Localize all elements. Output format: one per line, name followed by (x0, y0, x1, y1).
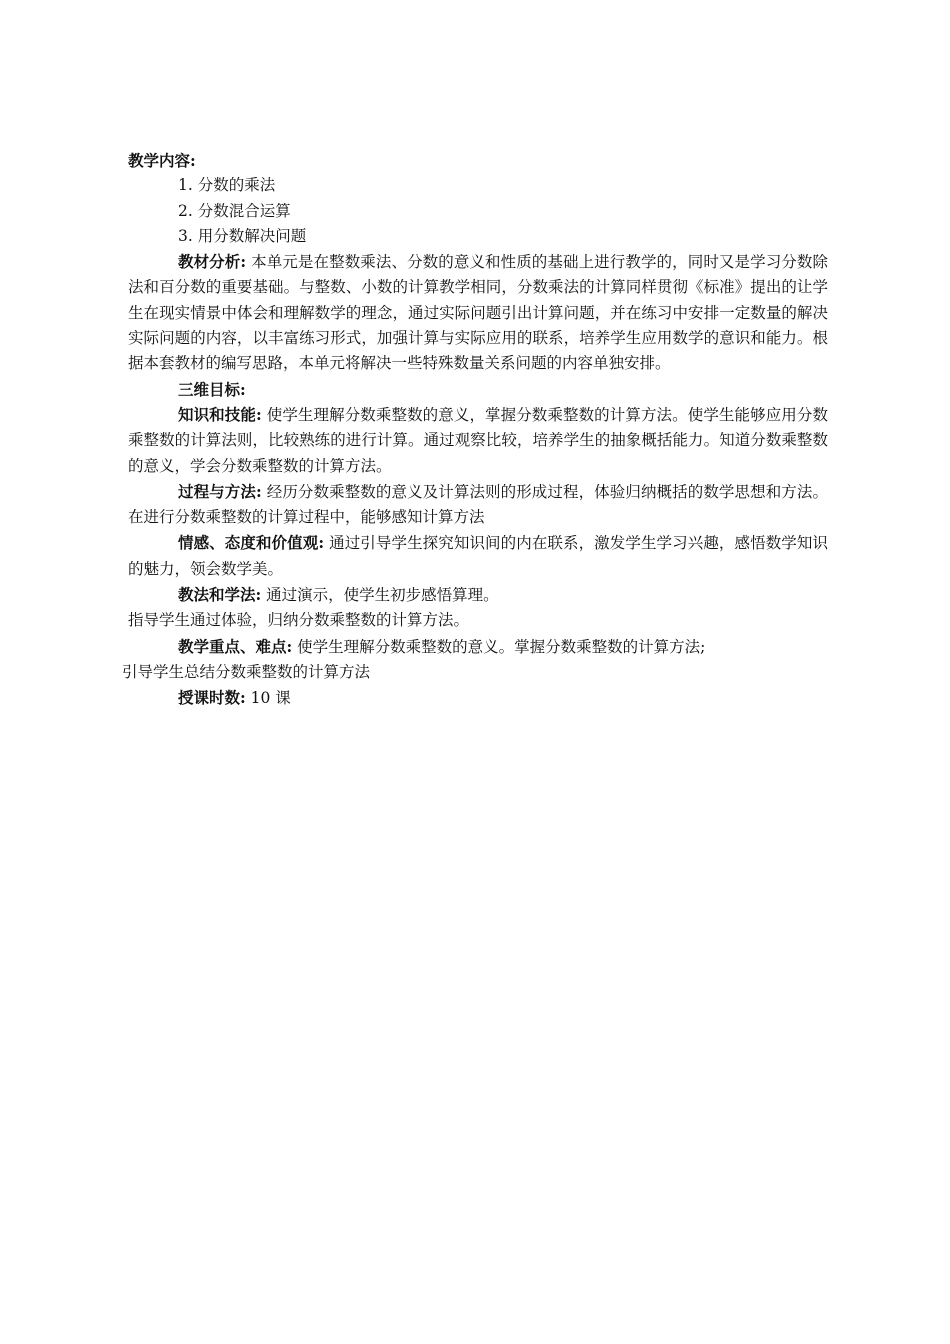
class-hours-label: 授课时数: (178, 688, 246, 708)
knowledge-skills-paragraph (128, 402, 828, 479)
textbook-analysis-paragraph (128, 249, 828, 376)
emotion-attitude-values-paragraph (128, 530, 828, 582)
emotion-attitude-values-label: 情感、态度和价值观: (178, 533, 325, 553)
content-item-1: 1. 分数的乘法 (178, 176, 276, 195)
textbook-analysis-text: 本单元是在整数乘法、分数的意义和性质的基础上进行教学的，同时又是学习分数除法和百分数的重要基础。与整数、小数的计算教学相同，分数乘法的计算同样贯彻《标准》提出的让学生在现实情景中体会和理解数学的理念，通过实际问题引出计算问题，并在练习中安排一定数量的解决实际问题的内容，以丰富练习形式，加强计算与实际应用的联系，培养学生应用数学的意识和能力。根据本套教材的编写思路，本单元将解决一些特殊数量关系问题的内容单独安排。 (128, 253, 828, 373)
class-hours-text: 10 课 (245, 689, 291, 708)
knowledge-skills-label: 知识和技能: (178, 404, 262, 424)
section-heading-teaching-content: 教学内容: (128, 151, 196, 170)
process-method-paragraph (128, 479, 828, 531)
process-method-text: 经历分数乘整数的意义及计算法则的形成过程，体验归纳概括的数学思想和方法。在进行分数乘整数的计算过程中，能够感知计算方法 (128, 482, 828, 527)
teaching-learning-method-line-2: 指导学生通过体验，归纳分数乘整数的计算方法。 (128, 611, 470, 630)
emotion-attitude-values-text: 通过引导学生探究知识间的内在联系，激发学生学习兴趣，感悟数学知识的魅力，领会数学美。 (128, 534, 828, 578)
content-item-3: 3. 用分数解决问题 (178, 226, 307, 245)
key-difficult-points-label: 教学重点、难点: (178, 636, 293, 656)
key-difficult-points-text: 使学生理解分数乘整数的意义。掌握分数乘整数的计算方法; (292, 637, 706, 656)
key-difficult-points-line-2: 引导学生总结分数乘整数的计算方法 (122, 662, 371, 681)
key-difficult-points-line (128, 634, 828, 660)
teaching-learning-method-text: 通过演示，使学生初步感悟算理。 (261, 586, 499, 605)
knowledge-skills-text: 使学生理解分数乘整数的意义，掌握分数乘整数的计算方法。使学生能够应用分数乘整数的计算法则，比较熟练的进行计算。通过观察比较，培养学生的抽象概括能力。知道分数乘整数的意义，学会分数乘整数的计算方法。 (128, 405, 828, 475)
textbook-analysis-label: 教材分析: (178, 252, 247, 272)
class-hours-line (128, 685, 828, 711)
teaching-learning-method-label: 教法和学法: (178, 585, 262, 605)
document-body (122, 148, 828, 712)
teaching-learning-method-line (128, 582, 828, 608)
content-item-2: 2. 分数混合运算 (178, 201, 291, 220)
process-method-label: 过程与方法: (178, 481, 262, 501)
three-dimensional-goals-title: 三维目标: (178, 379, 246, 399)
